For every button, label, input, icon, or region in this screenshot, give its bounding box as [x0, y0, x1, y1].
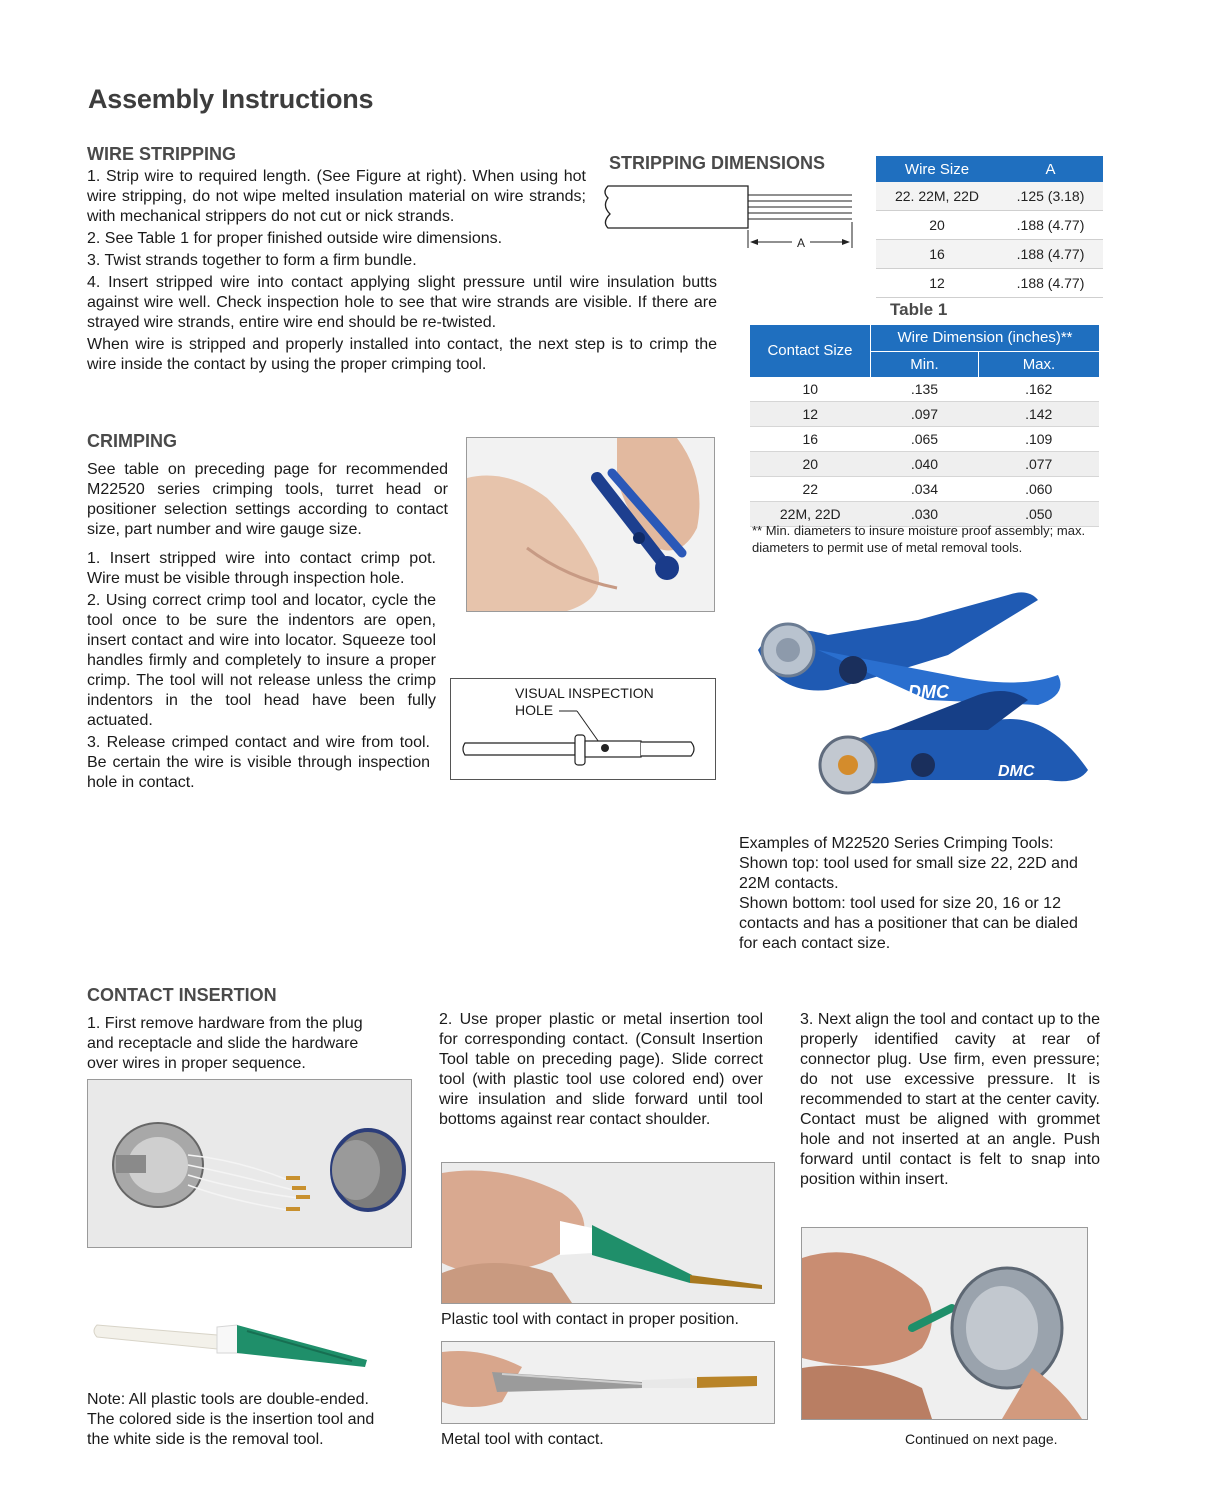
table1-footnote: ** Min. diameters to insure moisture proof assembly; max. diameters to permit use of metal removal tools.	[752, 523, 1086, 555]
inspection-label-1: VISUAL INSPECTION	[515, 685, 654, 701]
stripping-dimensions-heading: STRIPPING DIMENSIONS	[609, 153, 826, 173]
stripped-wire-diagram	[600, 178, 860, 254]
metal-tool-contact-photo	[441, 1341, 775, 1424]
tools-caption-line-1: Examples of M22520 Series Crimping Tools:	[739, 835, 1054, 852]
connector-hardware-photo	[87, 1079, 412, 1248]
plastic-insertion-tool-photo	[87, 1305, 377, 1377]
metal-tool-caption: Metal tool with contact.	[441, 1431, 604, 1448]
crimping-step-3: 3. Release crimped contact and wire from tool. Be certain the wire is visible through inspection hole in contact.	[87, 734, 430, 791]
dmc-top-label: DMC	[908, 682, 949, 702]
page-title: Assembly Instructions	[88, 84, 374, 114]
table-row: 20 .040 .077	[750, 452, 1099, 477]
plastic-tool-note: Note: All plastic tools are double-ended. The colored side is the insertion tool and the white side is the removal tool.	[87, 1391, 375, 1448]
inspection-label-2: HOLE	[515, 702, 554, 718]
wire-stripping-step-3: 3. Twist strands together to form a firm bundle.	[87, 252, 417, 269]
crimping-intro: See table on preceding page for recommended M22520 series crimping tools, turret head or positioner selection settings according to contact size, part number and wire gauge size.	[87, 461, 448, 538]
crimping-hands-photo	[466, 437, 715, 612]
table-row: 12 .188 (4.77)	[876, 269, 1103, 298]
plastic-tool-contact-photo	[441, 1162, 775, 1304]
col-wire-size: Wire Size	[876, 156, 998, 182]
col-max: Max.	[978, 351, 1099, 377]
dimension-a-label: A	[796, 236, 806, 250]
contact-insertion-heading: CONTACT INSERTION	[87, 985, 277, 1005]
tools-caption-line-2: Shown top: tool used for small size 22, 22D and 22M contacts.	[739, 855, 1078, 892]
wire-stripping-heading: WIRE STRIPPING	[87, 144, 237, 164]
wire-stripping-step-1: 1. Strip wire to required length. (See Figure at right). When using hot wire stripping, do not wipe melted insulation material on wire strands; with mechanical strippers do not cut or nick strands.	[87, 168, 586, 225]
wire-stripping-step-4: 4. Insert stripped wire into contact applying slight pressure until wire insulation butts against wire well. Check inspection hole to see that wire strands are visible. If there are strayed wire strands, entire wire end should be re-twisted.	[87, 274, 717, 331]
table-row: 12 .097 .142	[750, 402, 1099, 427]
table-row: 22M, 22D .030 .050	[750, 502, 1099, 527]
crimping-step-2: 2. Using correct crimp tool and locator, cycle the tool once to be sure the indentors are open, insert contact and wire into locator. Squeeze tool handles firmly and completely to insure a proper crimp. The tool will not release unless the crimp indentors in the tool head have been fully actuated.	[87, 592, 436, 729]
continued-note: Continued on next page.	[905, 1431, 1058, 1447]
crimping-tools-photo	[748, 580, 1093, 810]
table-row: 16 .188 (4.77)	[876, 240, 1103, 269]
table-row: 20 .188 (4.77)	[876, 211, 1103, 240]
table1-title: Table 1	[890, 300, 948, 319]
tools-caption	[739, 834, 1089, 954]
wire-stripping-step-2: 2. See Table 1 for proper finished outside wire dimensions.	[87, 230, 503, 247]
insertion-step-3: 3. Next align the tool and contact up to the properly identified cavity at rear of connector plug. Use firm, even pressure; do not use excessive pressure. It is recommended to start at the center cavity. Contact must be aligned with grommet hole and not inserted at an angle. Push forward until contact is felt to snap into position within insert.	[800, 1011, 1100, 1188]
table-row: 10 .135 .162	[750, 377, 1099, 402]
col-wire-dimension: Wire Dimension (inches)**	[871, 325, 1100, 351]
table-row: 16 .065 .109	[750, 427, 1099, 452]
insertion-step-2: 2. Use proper plastic or metal insertion tool for corresponding contact. (Consult Insertion Tool table on preceding page). Slide correct tool (with plastic tool use colored end) over wire insulation and slide forward until tool bottoms against rear contact shoulder.	[439, 1011, 763, 1128]
dmc-bottom-label: DMC	[998, 763, 1035, 780]
table-row: 22. 22M, 22D .125 (3.18)	[876, 182, 1103, 211]
col-a: A	[998, 156, 1103, 182]
plastic-tool-caption: Plastic tool with contact in proper position.	[441, 1311, 739, 1328]
wire-stripping-summary: When wire is stripped and properly installed into contact, the next step is to crimp the wire inside the contact by using the proper crimping tool.	[87, 336, 717, 373]
crimping-heading: CRIMPING	[87, 431, 177, 451]
visual-inspection-diagram	[450, 678, 716, 780]
stripping-dimensions-table	[876, 156, 1103, 298]
table-row: 22 .034 .060	[750, 477, 1099, 502]
col-contact-size: Contact Size	[750, 325, 871, 377]
insertion-step-1: 1. First remove hardware from the plug and receptacle and slide the hardware over wires in proper sequence.	[87, 1015, 363, 1072]
col-min: Min.	[871, 351, 979, 377]
insertion-into-connector-photo	[801, 1227, 1088, 1420]
tools-caption-line-3: Shown bottom: tool used for size 20, 16 or 12 contacts and has a positioner that can be dialed for each contact size.	[739, 895, 1078, 952]
wire-dimension-table	[750, 325, 1099, 527]
crimping-step-1: 1. Insert stripped wire into contact crimp pot. Wire must be visible through inspection hole.	[87, 550, 436, 587]
